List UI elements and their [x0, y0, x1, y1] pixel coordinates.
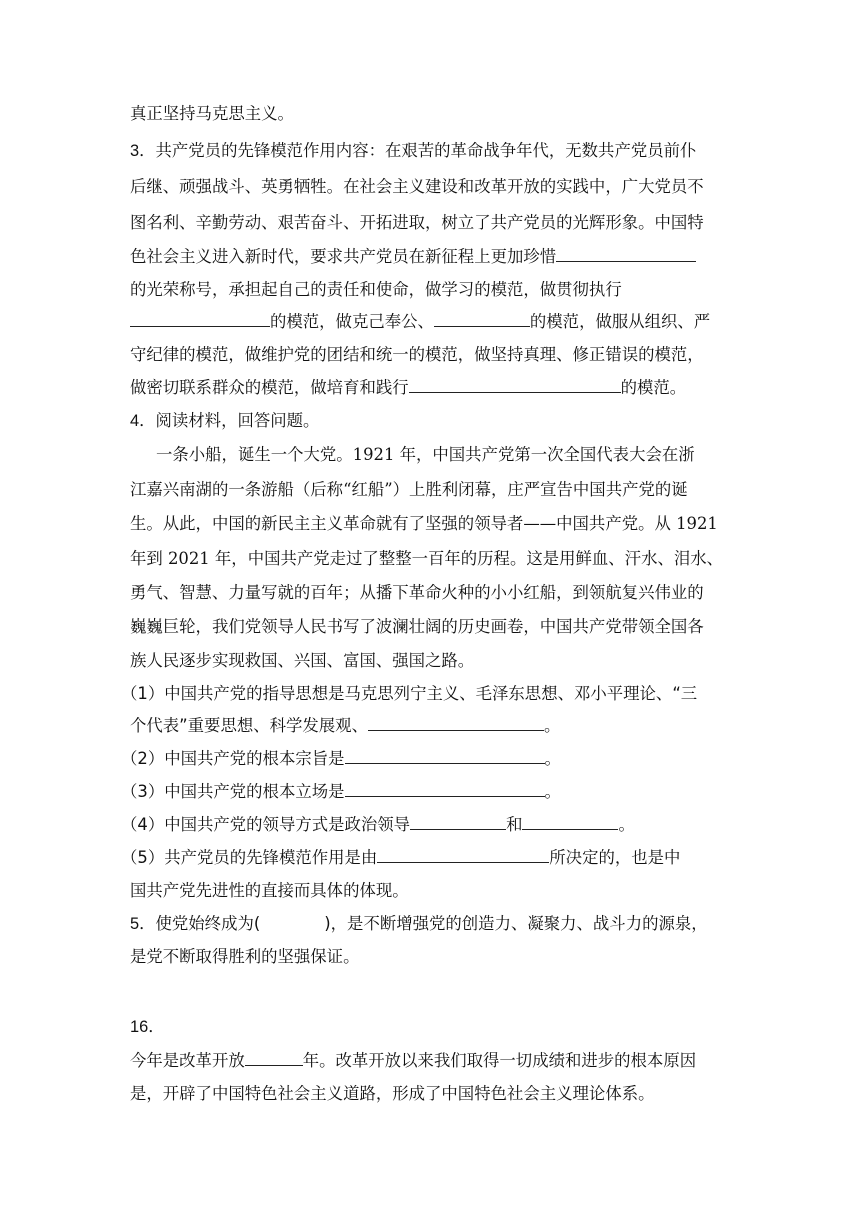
- sub-question-5-line-2: 国共产党先进性的直接而具体的体现。: [130, 881, 409, 900]
- sub-question-3: （3）中国共产党的根本立场是 。: [121, 782, 561, 801]
- answer-blank[interactable]: [556, 247, 696, 262]
- sub-question-4: （4）中国共产党的领导方式是政治领导 和 。: [121, 815, 635, 834]
- question-5-line-2: 是党不断取得胜利的坚强保证。: [130, 947, 360, 966]
- material-line-1: 一条小船，诞生一个大党。1921 年，中国共产党第一次全国代表大会在浙: [156, 445, 695, 464]
- answer-blank[interactable]: [368, 716, 544, 731]
- question-3-line-5: 的光荣称号，承担起自己的责任和使命，做学习的模范，做贯彻执行: [130, 280, 622, 299]
- question-3-line-1: 3．共产党员的先锋模范作用内容：在艰苦的革命战争年代，无数共产党员前仆: [130, 141, 697, 160]
- question-3-line-4: 色社会主义进入新时代，要求共产党员在新征程上更加珍惜: [130, 247, 860, 267]
- question-2-tail: 真正坚持马克思主义。: [130, 104, 294, 123]
- answer-blank[interactable]: [245, 1051, 303, 1066]
- answer-blank[interactable]: [522, 815, 618, 830]
- question-16-line-2: 是，开辟了中国特色社会主义道路，形成了中国特色社会主义理论体系。: [130, 1084, 655, 1103]
- material-line-4: 年到 2021 年，中国共产党走过了整整一百年的历程。这是用鲜血、汗水、泪水、: [130, 549, 724, 568]
- sub-question-1-line-1: （1）中国共产党的指导思想是马克思列宁主义、毛泽东思想、邓小平理论、“三: [121, 684, 698, 703]
- question-16-line-1: 今年是改革开放 年。改革开放以来我们取得一切成绩和进步的根本原因: [130, 1051, 697, 1070]
- material-line-2: 江嘉兴南湖的一条游船（后称“红船”）上胜利闭幕，庄严宣告中国共产党的诞: [130, 480, 688, 499]
- question-3-line-8: 做密切联系群众的模范，做培育和践行 的模范。: [130, 378, 687, 397]
- question-3-line-7: 守纪律的模范，做维护党的团结和统一的模范，做坚持真理、修正错误的模范，: [130, 345, 704, 364]
- material-line-5: 勇气、智慧、力量写就的百年；从播下革命火种的小小红船，到领航复兴伟业的: [130, 583, 704, 602]
- material-line-3: 生。从此，中国的新民主主义革命就有了坚强的领导者——中国共产党。从 1921: [130, 514, 718, 533]
- answer-blank[interactable]: [345, 749, 545, 764]
- question-5-line-1: 5．使党始终成为( )，是不断增强党的创造力、凝聚力、战斗力的源泉，: [130, 914, 708, 933]
- answer-blank[interactable]: [345, 782, 545, 797]
- sub-question-1-line-2: 个代表”重要思想、科学发展观、 。: [130, 716, 561, 735]
- material-line-6: 巍巍巨轮，我们党领导人民书写了波澜壮阔的历史画卷，中国共产党带领全国各: [130, 617, 704, 636]
- question-number: 3．: [130, 142, 156, 160]
- answer-blank[interactable]: [410, 815, 506, 830]
- question-4-intro: 4．阅读材料，回答问题。: [130, 411, 320, 430]
- question-3-line-3: 图名利、辛勤劳动、艰苦奋斗、开拓进取，树立了共产党员的光辉形象。中国特: [130, 213, 704, 232]
- answer-blank[interactable]: [377, 848, 549, 863]
- answer-blank[interactable]: [434, 312, 530, 327]
- sub-question-5-line-1: （5）共产党员的先锋模范作用是由 所决定的，也是中: [121, 848, 681, 867]
- question-number: 5．: [130, 915, 156, 933]
- answer-blank[interactable]: [409, 378, 621, 393]
- question-16-number: 16．: [130, 1018, 165, 1036]
- question-3-line-2: 后继、顽强战斗、英勇牺牲。在社会主义建设和改革开放的实践中，广大党员不: [130, 177, 704, 196]
- answer-blank[interactable]: [130, 312, 270, 327]
- material-line-7: 族人民逐步实现救国、兴国、富国、强国之路。: [130, 651, 475, 670]
- sub-question-2: （2）中国共产党的根本宗旨是 。: [121, 749, 561, 768]
- question-number: 4．: [130, 412, 156, 430]
- question-3-line-6: 的模范，做克己奉公、 的模范，做服从组织、严: [130, 312, 860, 332]
